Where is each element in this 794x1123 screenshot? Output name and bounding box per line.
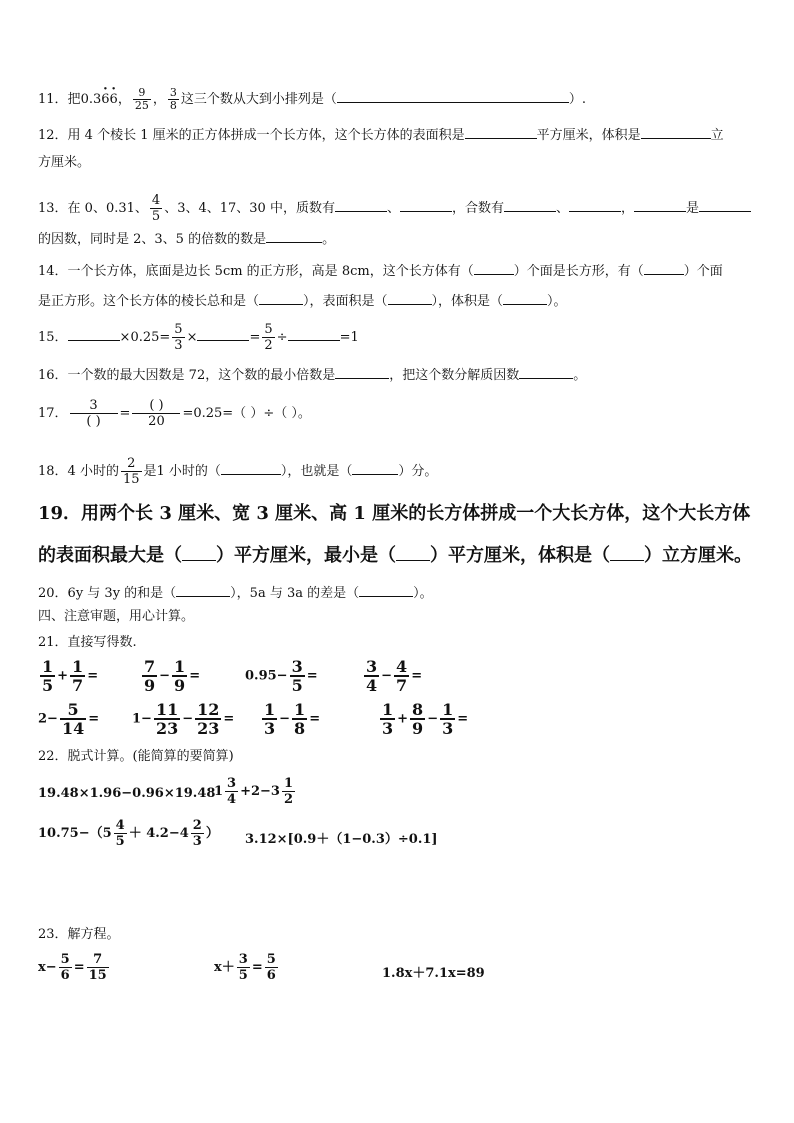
calc-expression: 0.95− $\frac{3}{5}$ = — [245, 657, 318, 695]
answer-blank[interactable] — [359, 584, 413, 597]
question-22-title: 22．脱式计算。(能简算的要简算) — [38, 749, 234, 764]
section-heading: 四、注意审题，用心计算。 — [38, 609, 195, 624]
answer-blank[interactable] — [388, 292, 432, 305]
question-15: 15． ×0.25= $\frac{5}{3}$ × = $\frac{5}{2}$ ÷ =1 — [38, 322, 359, 353]
question-17: 17． 3 ( ) = ( ) 20 =0.25=（ ）÷（ ）。 — [38, 398, 311, 429]
answer-blank[interactable] — [337, 90, 569, 103]
equation: x＋ $\frac{3}{5}$ = $\frac{5}{6}$ — [214, 952, 276, 983]
calc-expression: $\frac{1}{3}$ − $\frac{1}{8}$ = — [264, 700, 321, 738]
calc-expression: 3.12×[0.9＋（1−0.3）÷0.1] — [245, 832, 438, 847]
question-14-line2: 是正方形。这个长方体的棱长总和是（ ），表面积是（ ），体积是（ ）。 — [38, 294, 567, 309]
q11-number: 11． — [38, 92, 68, 107]
question-23-title: 23．解方程。 — [38, 927, 120, 942]
question-11: 11．把0.36 ·6 ·， $\frac{9}{25}$ ， $\frac{3}{8}$ 这三个数从大到小排列是（ ）. — [38, 87, 586, 112]
equation: x− $\frac{5}{6}$ = $\frac{7}{15}$ — [38, 952, 107, 983]
calc-expression: 10.75−（5 $\frac{4}{5}$ ＋ 4.2−4 $\frac{2}{3}$ ） — [38, 818, 219, 849]
answer-blank[interactable] — [335, 199, 387, 212]
equation: 1.8x＋7.1x=89 — [382, 966, 485, 981]
answer-blank[interactable] — [504, 199, 556, 212]
fraction: ( ) 20 — [132, 398, 180, 429]
fraction: $\frac{9}{25}$ — [134, 86, 149, 112]
answer-blank[interactable] — [176, 584, 230, 597]
answer-blank[interactable] — [519, 366, 573, 379]
answer-blank[interactable] — [644, 262, 684, 275]
answer-blank[interactable] — [266, 230, 322, 243]
fraction: 3 ( ) — [70, 398, 118, 429]
answer-blank[interactable] — [335, 366, 389, 379]
question-16: 16．一个数的最大因数是 72，这个数的最小倍数是 ，把这个数分解质因数 。 — [38, 368, 587, 383]
calc-expression: 1 $\frac{3}{4}$ +2−3 $\frac{1}{2}$ — [214, 776, 294, 807]
answer-blank[interactable] — [569, 199, 621, 212]
calc-expression: 1− $\frac{11}{23}$ − $\frac{12}{23}$ = — [132, 700, 235, 738]
question-14-line1: 14．一个长方体，底面是边长 5cm 的正方形，高是 8cm，这个长方体有（ ）个面是长方形，有（ ）个面 — [38, 264, 723, 279]
calc-expression: $\frac{7}{9}$ − $\frac{1}{9}$ = — [144, 657, 201, 695]
fraction: $\frac{2}{15}$ — [122, 456, 140, 487]
answer-blank[interactable] — [182, 544, 216, 561]
calc-expression: 19.48×1.96−0.96×19.48 — [38, 786, 216, 801]
answer-blank[interactable] — [641, 126, 711, 139]
answer-blank[interactable] — [288, 328, 340, 341]
fraction: $\frac{5}{2}$ — [264, 322, 273, 353]
question-13-line1: 13．在 0、0.31、 $\frac{4}{5}$ 、3、4、17、30 中，质数有 、 ，合数有 、 ， 是 — [38, 193, 751, 224]
question-19-line1: 19．用两个长 3 厘米、宽 3 厘米、高 1 厘米的长方体拼成一个大长方体，这个大长方体 — [38, 503, 751, 524]
question-18: 18．4 小时的 $\frac{2}{15}$ 是1 小时的（ ），也就是（ ）分。 — [38, 456, 438, 487]
question-20: 20．6y 与 3y 的和是（ ），5a 与 3a 的差是（ ）。 — [38, 586, 433, 601]
question-13-line2: 的因数，同时是 2、3、5 的倍数的数是 。 — [38, 232, 336, 247]
answer-blank[interactable] — [352, 462, 398, 475]
answer-blank[interactable] — [610, 544, 644, 561]
calc-expression: $\frac{1}{5}$ + $\frac{1}{7}$ = — [42, 657, 99, 695]
question-19-line2: 的表面积最大是（ ）平方厘米，最小是（ ）平方厘米，体积是（ ）立方厘米。 — [38, 545, 752, 566]
answer-blank[interactable] — [68, 328, 120, 341]
answer-blank[interactable] — [259, 292, 303, 305]
answer-blank[interactable] — [197, 328, 249, 341]
answer-blank[interactable] — [400, 199, 452, 212]
answer-blank[interactable] — [634, 199, 686, 212]
fraction: $\frac{5}{3}$ — [174, 322, 183, 353]
answer-blank[interactable] — [503, 292, 547, 305]
question-21-title: 21．直接写得数. — [38, 635, 137, 650]
answer-blank[interactable] — [699, 199, 751, 212]
fraction: $\frac{4}{5}$ — [151, 193, 161, 224]
question-12-line2: 方厘米。 — [38, 155, 91, 170]
calc-expression: $\frac{1}{3}$ + $\frac{8}{9}$ − $\frac{1}{3}$ = — [382, 700, 469, 738]
answer-blank[interactable] — [474, 262, 514, 275]
answer-blank[interactable] — [396, 544, 430, 561]
answer-blank[interactable] — [221, 462, 281, 475]
calc-expression: $\frac{3}{4}$ − $\frac{4}{7}$ = — [366, 657, 423, 695]
calc-expression: 2− $\frac{5}{14}$ = — [38, 700, 100, 738]
fraction: $\frac{3}{8}$ — [169, 86, 177, 112]
answer-blank[interactable] — [465, 126, 537, 139]
repeating-decimal: 0.36 ·6 · — [81, 92, 118, 107]
question-12-line1: 12．用 4 个棱长 1 厘米的正方体拼成一个长方体，这个长方体的表面积是 平方厘米，体积是 立 — [38, 128, 724, 143]
